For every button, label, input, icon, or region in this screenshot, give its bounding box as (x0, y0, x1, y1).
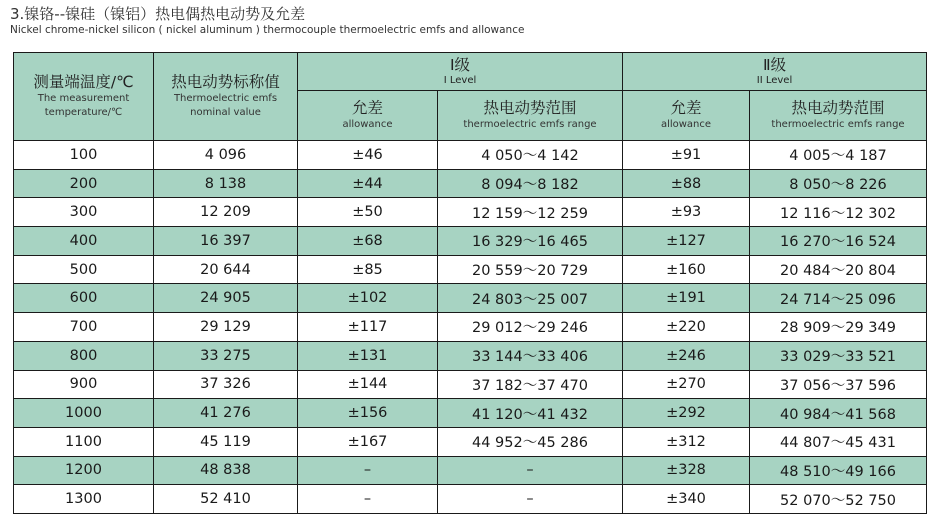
cell-allowance-1: ±50 (298, 198, 438, 227)
cell-temperature: 300 (14, 198, 154, 227)
header-range-1-zh: 热电动势范围 (483, 99, 577, 117)
cell-allowance-1: ±68 (298, 227, 438, 256)
header-range-2-en: thermoelectric emfs range (771, 119, 905, 130)
table-row (14, 227, 927, 256)
cell-range-1: – (438, 485, 623, 514)
cell-temperature: 900 (14, 370, 154, 399)
cell-allowance-2: ±328 (623, 456, 750, 485)
header-level-2-zh: Ⅱ级 (762, 56, 787, 74)
cell-allowance-1: ±46 (298, 141, 438, 170)
header-level-1-en: I Level (443, 75, 477, 86)
table-row (14, 427, 927, 456)
cell-nominal: 12 209 (154, 198, 298, 227)
cell-allowance-2: ±312 (623, 427, 750, 456)
cell-allowance-2: ±160 (623, 255, 750, 284)
cell-temperature: 200 (14, 169, 154, 198)
header-allowance-2-en: allowance (660, 119, 712, 130)
table-row (14, 399, 927, 428)
header-level-2 (623, 53, 927, 91)
header-allowance-1-zh: 允差 (351, 99, 383, 117)
table-row (14, 169, 927, 198)
cell-range-1: 4 050～4 142 (438, 141, 623, 170)
cell-temperature: 600 (14, 284, 154, 313)
cell-allowance-2: ±246 (623, 341, 750, 370)
table-row (14, 313, 927, 342)
cell-range-2: 37 056～37 596 (750, 370, 927, 399)
header-allowance-2 (623, 91, 750, 141)
cell-temperature: 1200 (14, 456, 154, 485)
cell-range-2: 24 714～25 096 (750, 284, 927, 313)
cell-range-1: 16 329～16 465 (438, 227, 623, 256)
cell-allowance-2: ±93 (623, 198, 750, 227)
cell-range-2: 40 984～41 568 (750, 399, 927, 428)
cell-range-2: 4 005～4 187 (750, 141, 927, 170)
cell-allowance-1: ±102 (298, 284, 438, 313)
header-range-1 (438, 91, 623, 141)
table-row (14, 485, 927, 514)
cell-allowance-1: ±117 (298, 313, 438, 342)
page-subtitle: Nickel chrome-nickel silicon ( nickel aluminum ) thermocouple thermoelectric emfs and allowance (10, 24, 525, 36)
table-row (14, 255, 927, 284)
page-title: 3.镍铬--镍硅（镍铝）热电偶热电动势及允差 (10, 5, 306, 23)
cell-range-1: 12 159～12 259 (438, 198, 623, 227)
cell-allowance-2: ±191 (623, 284, 750, 313)
cell-temperature: 500 (14, 255, 154, 284)
header-nominal-en-1: Thermoelectric emfs (173, 93, 278, 104)
cell-allowance-2: ±292 (623, 399, 750, 428)
header-allowance-2-zh: 允差 (670, 99, 702, 117)
header-temperature-en-1: The measurement (37, 93, 130, 104)
cell-allowance-1: ±156 (298, 399, 438, 428)
header-allowance-1 (298, 91, 438, 141)
header-nominal-en-2: nominal value (190, 107, 261, 118)
table-row (14, 370, 927, 399)
cell-range-2: 28 909～29 349 (750, 313, 927, 342)
cell-range-2: 33 029～33 521 (750, 341, 927, 370)
cell-nominal: 33 275 (154, 341, 298, 370)
cell-range-1: 33 144～33 406 (438, 341, 623, 370)
cell-range-1: 41 120～41 432 (438, 399, 623, 428)
cell-temperature: 400 (14, 227, 154, 256)
cell-range-1: 44 952～45 286 (438, 427, 623, 456)
header-range-1-en: thermoelectric emfs range (463, 119, 597, 130)
cell-nominal: 4 096 (154, 141, 298, 170)
cell-nominal: 37 326 (154, 370, 298, 399)
cell-allowance-2: ±127 (623, 227, 750, 256)
table-row (14, 284, 927, 313)
cell-allowance-2: ±88 (623, 169, 750, 198)
cell-allowance-2: ±220 (623, 313, 750, 342)
header-temperature-en-2: temperature/℃ (44, 107, 123, 118)
table-row (14, 341, 927, 370)
cell-range-1: 37 182～37 470 (438, 370, 623, 399)
emf-table (13, 52, 927, 514)
cell-allowance-2: ±91 (623, 141, 750, 170)
header-range-2-zh: 热电动势范围 (791, 99, 885, 117)
header-nominal (154, 53, 298, 141)
cell-temperature: 100 (14, 141, 154, 170)
table-row (14, 456, 927, 485)
cell-nominal: 41 276 (154, 399, 298, 428)
cell-nominal: 8 138 (154, 169, 298, 198)
header-level-1 (298, 53, 623, 91)
header-nominal-zh: 热电动势标称值 (171, 73, 280, 91)
cell-nominal: 29 129 (154, 313, 298, 342)
cell-nominal: 52 410 (154, 485, 298, 514)
cell-range-1: 8 094～8 182 (438, 169, 623, 198)
header-temperature-zh: 测量端温度/℃ (33, 73, 134, 91)
cell-allowance-1: ±44 (298, 169, 438, 198)
cell-range-2: 12 116～12 302 (750, 198, 927, 227)
cell-allowance-1: ±144 (298, 370, 438, 399)
cell-range-2: 52 070～52 750 (750, 485, 927, 514)
cell-temperature: 1100 (14, 427, 154, 456)
cell-allowance-2: ±270 (623, 370, 750, 399)
header-allowance-1-en: allowance (342, 119, 393, 130)
cell-allowance-2: ±340 (623, 485, 750, 514)
cell-temperature: 1300 (14, 485, 154, 514)
cell-range-2: 48 510～49 166 (750, 456, 927, 485)
cell-range-1: 29 012～29 246 (438, 313, 623, 342)
cell-allowance-1: ±167 (298, 427, 438, 456)
table-row (14, 141, 927, 170)
cell-range-2: 20 484～20 804 (750, 255, 927, 284)
header-temperature (14, 53, 154, 141)
cell-nominal: 48 838 (154, 456, 298, 485)
cell-nominal: 20 644 (154, 255, 298, 284)
header-range-2 (750, 91, 927, 141)
cell-temperature: 800 (14, 341, 154, 370)
cell-allowance-1: ±85 (298, 255, 438, 284)
cell-range-1: – (438, 456, 623, 485)
cell-range-1: 20 559～20 729 (438, 255, 623, 284)
cell-allowance-1: – (298, 456, 438, 485)
cell-temperature: 700 (14, 313, 154, 342)
cell-nominal: 45 119 (154, 427, 298, 456)
cell-nominal: 24 905 (154, 284, 298, 313)
cell-nominal: 16 397 (154, 227, 298, 256)
cell-range-2: 44 807～45 431 (750, 427, 927, 456)
header-level-2-en: II Level (756, 75, 793, 86)
table-row (14, 198, 927, 227)
cell-range-2: 16 270～16 524 (750, 227, 927, 256)
cell-temperature: 1000 (14, 399, 154, 428)
cell-allowance-1: – (298, 485, 438, 514)
cell-range-2: 8 050～8 226 (750, 169, 927, 198)
header-level-1-zh: Ⅰ级 (449, 56, 471, 74)
cell-range-1: 24 803～25 007 (438, 284, 623, 313)
cell-allowance-1: ±131 (298, 341, 438, 370)
